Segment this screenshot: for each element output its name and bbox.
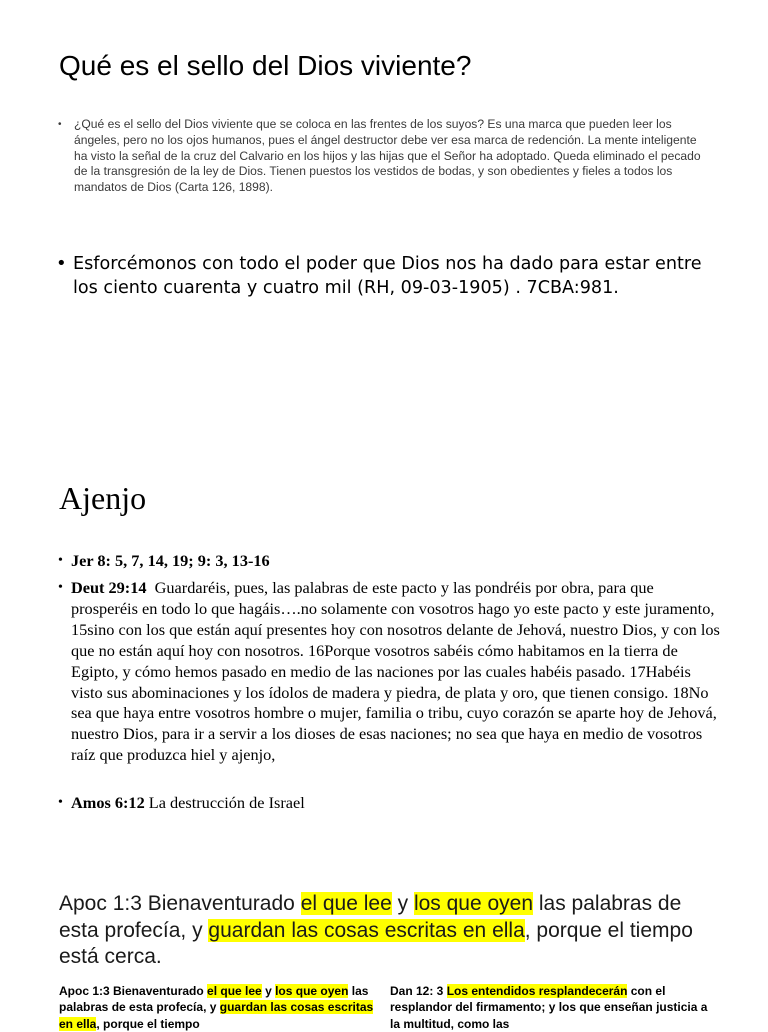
- bullet-dot: •: [58, 119, 62, 130]
- column-text: , porque el tiempo: [96, 1016, 200, 1031]
- column-text: con el resplandor del firmamento; y los que enseñan justicia a la multitud, como las: [390, 984, 708, 1031]
- apoc-highlight: los que oyen: [413, 892, 534, 915]
- bullet-sello-quote: [58, 117, 706, 196]
- bullet-dot: •: [56, 253, 67, 274]
- bullet-jer: [58, 551, 721, 572]
- deut-text: Guardaréis, pues, las palabras de este pacto y las pondréis por obra, para que prosperéis en todo lo que hagáis….no solamente con vosotros hago yo este pacto y este juramento, 15sino con los que están aquí presentes hoy con nosotros delante de Jehová, nuestro Dios, y con los que no están aquí hoy con nosotros. 16Porque vosotros sabéis cómo habitamos en la tierra de Egipto, y cómo hemos pasado en medio de las naciones por las cuales habéis pasado. 17Habéis visto sus abominaciones y los ídolos de madera y piedra, de plata y oro, que tienen consigo. 18No sea que haya entre vosotros hombre o mujer, familia o tribu, cuyo corazón se aparte hoy de Jehová, nuestro Dios, para ir a servir a los dioses de esas naciones; no sea que haya en medio de vosotros raíz que produzca hiel y ajenjo,: [71, 578, 724, 765]
- apoc-text: las palabras de esta profecía, y: [59, 892, 682, 942]
- column-highlight: los que oyen: [275, 984, 349, 998]
- slide-title-ajenjo: Ajenjo: [59, 480, 147, 516]
- column-highlight: Los entendidos resplandecerán: [446, 984, 628, 998]
- bullet-ciento-cuarenta: [56, 252, 713, 300]
- column-dan: [390, 983, 710, 1032]
- amos-ref: Amos 6:12: [71, 793, 145, 812]
- bullet-dot: •: [58, 553, 63, 568]
- slide-title-sello: Qué es el sello del Dios viviente?: [59, 50, 472, 81]
- column-text: las palabras de esta profecía, y: [59, 984, 369, 1015]
- column-apoc: [59, 983, 375, 1032]
- column-highlight: guardan las cosas escritas en ella: [59, 1000, 374, 1031]
- jer-ref: Jer 8: 5, 7, 14, 19; 9: 3, 13-16: [71, 551, 270, 570]
- bullet-ciento-cuarenta-text: Esforcémonos con todo el poder que Dios nos ha dado para estar entre los ciento cuarenta y cuatro mil (RH, 09-03-1905) . 7CBA:981.: [73, 254, 702, 298]
- bullet-amos: [58, 793, 721, 814]
- column-text: Dan 12: 3: [390, 984, 447, 998]
- apoc-text: y: [391, 892, 414, 915]
- apoc-highlight: guardan las cosas escritas en ella: [208, 918, 525, 942]
- apoc-text: Apoc 1:3 Bienaventurado: [59, 892, 301, 915]
- apoc-highlight: el que lee: [300, 892, 392, 915]
- bullet-deut: [58, 578, 724, 766]
- apoc-verse-heading: [59, 891, 719, 971]
- column-text: Apoc 1:3 Bienaventurado: [59, 984, 208, 998]
- bullet-dot: •: [58, 580, 63, 595]
- bullet-dot: •: [58, 795, 63, 810]
- bullet-sello-quote-text: ¿Qué es el sello del Dios viviente que se coloca en las frentes de los suyos? Es una marca que pueden leer los ángeles, pero no los ojos humanos, pues el ángel destructor debe ver esa marca de redención. La mente inteligente ha visto la señal de la cruz del Calvario en los hijos y las hijas que el Señor ha adoptado. Queda eliminado el pecado de la transgresión de la ley de Dios. Tienen puestos los vestidos de bodas, y son obedientes y fieles a todos los mandatos de Dios (Carta 126, 1898).: [74, 117, 701, 195]
- column-highlight: el que lee: [207, 984, 262, 998]
- amos-text: La destrucción de Israel: [144, 793, 305, 812]
- apoc-text: , porque el tiempo está cerca.: [59, 918, 693, 968]
- column-text: y: [261, 984, 276, 998]
- deut-ref: Deut 29:14: [71, 578, 147, 597]
